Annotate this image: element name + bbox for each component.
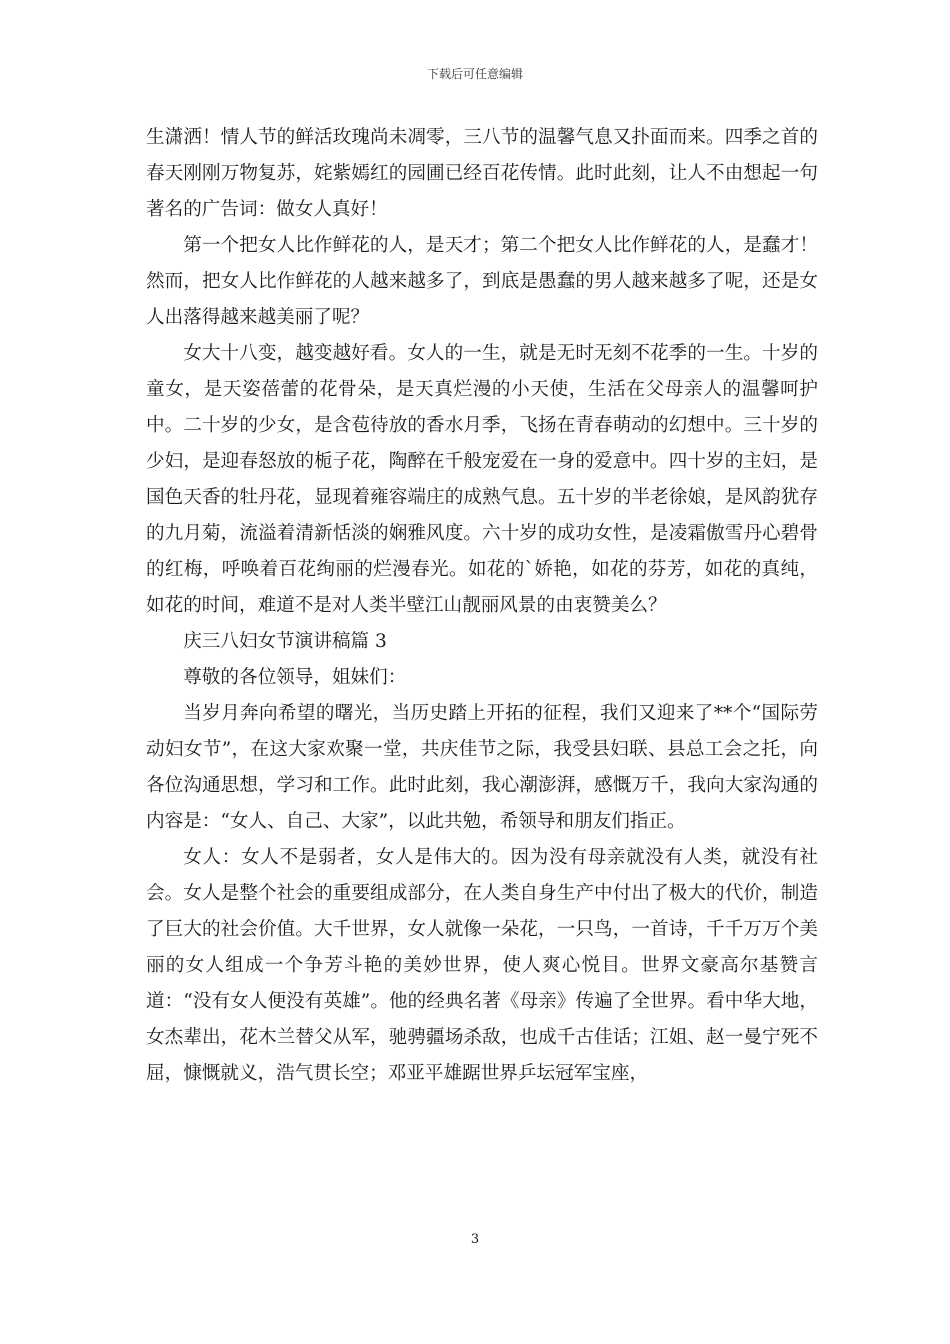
salutation: 尊敬的各位领导，姐妹们：	[183, 667, 407, 688]
body-text	[146, 120, 818, 1092]
page-header: 下载后可任意编辑	[426, 67, 523, 81]
paragraph: 第一个把女人比作鲜花的人，是天才；第二个把女人比作鲜花的人，是蠢才！然而，把女人比作鲜花的人越来越多了，到底是愚蠢的男人越来越多了呢，还是女人出落得越来越美丽了呢？	[146, 235, 818, 328]
section-heading: 庆三八妇女节演讲稿篇 3	[183, 631, 387, 652]
paragraph: 当岁月奔向希望的曙光，当历史踏上开拓的征程，我们又迎来了**个“国际劳动妇女节”，在这大家欢聚一堂，共庆佳节之际，我受县妇联、县总工会之托，向各位沟通思想，学习和工作。此时此刻，我心潮澎湃，感慨万千，我向大家沟通的内容是：“女人、自己、大家”，以此共勉，希领导和朋友们指正。	[146, 703, 818, 832]
page-number: 3	[470, 1232, 480, 1247]
paragraph: 女人：女人不是弱者，女人是伟大的。因为没有母亲就没有人类，就没有社会。女人是整个社会的重要组成部分，在人类自身生产中付出了极大的代价，制造了巨大的社会价值。大千世界，女人就像一朵花，一只鸟，一首诗，千千万万个美丽的女人组成一个争芳斗艳的美妙世界，使人爽心悦目。世界文豪高尔基赞言道：“没有女人便没有英雄”。他的经典名著《母亲》传遍了全世界。看中华大地，女杰辈出，花木兰替父从军，驰骋疆场杀敌，也成千古佳话；江姐、赵一曼宁死不屈，慷慨就义，浩气贯长空；邓亚平雄踞世界乒坛冠军宝座，	[146, 847, 818, 1084]
paragraph: 女大十八变，越变越好看。女人的一生，就是无时无刻不花季的一生。十岁的童女，是天姿蓓蕾的花骨朵，是天真烂漫的小天使，生活在父母亲人的温馨呵护中。二十岁的少女，是含苞待放的香水月季，飞扬在青春萌动的幻想中。三十岁的少妇，是迎春怒放的栀子花，陶醉在千般宠爱在一身的爱意中。四十岁的主妇，是国色天香的牡丹花，显现着雍容端庄的成熟气息。五十岁的半老徐娘，是风韵犹存的九月菊，流溢着清新恬淡的娴雅风度。六十岁的成功女性，是凌霜傲雪丹心碧骨的红梅，呼唤着百花绚丽的烂漫春光。如花的`娇艳，如花的芬芳，如花的真纯，如花的时间，难道不是对人类半壁江山靓丽风景的由衷赞美么？	[146, 343, 818, 616]
paragraph: 生潇洒！情人节的鲜活玫瑰尚未凋零，三八节的温馨气息又扑面而来。四季之首的春天刚刚万物复苏，姹紫嫣红的园圃已经百花传情。此时此刻，让人不由想起一句著名的广告词：做女人真好！	[146, 127, 818, 220]
